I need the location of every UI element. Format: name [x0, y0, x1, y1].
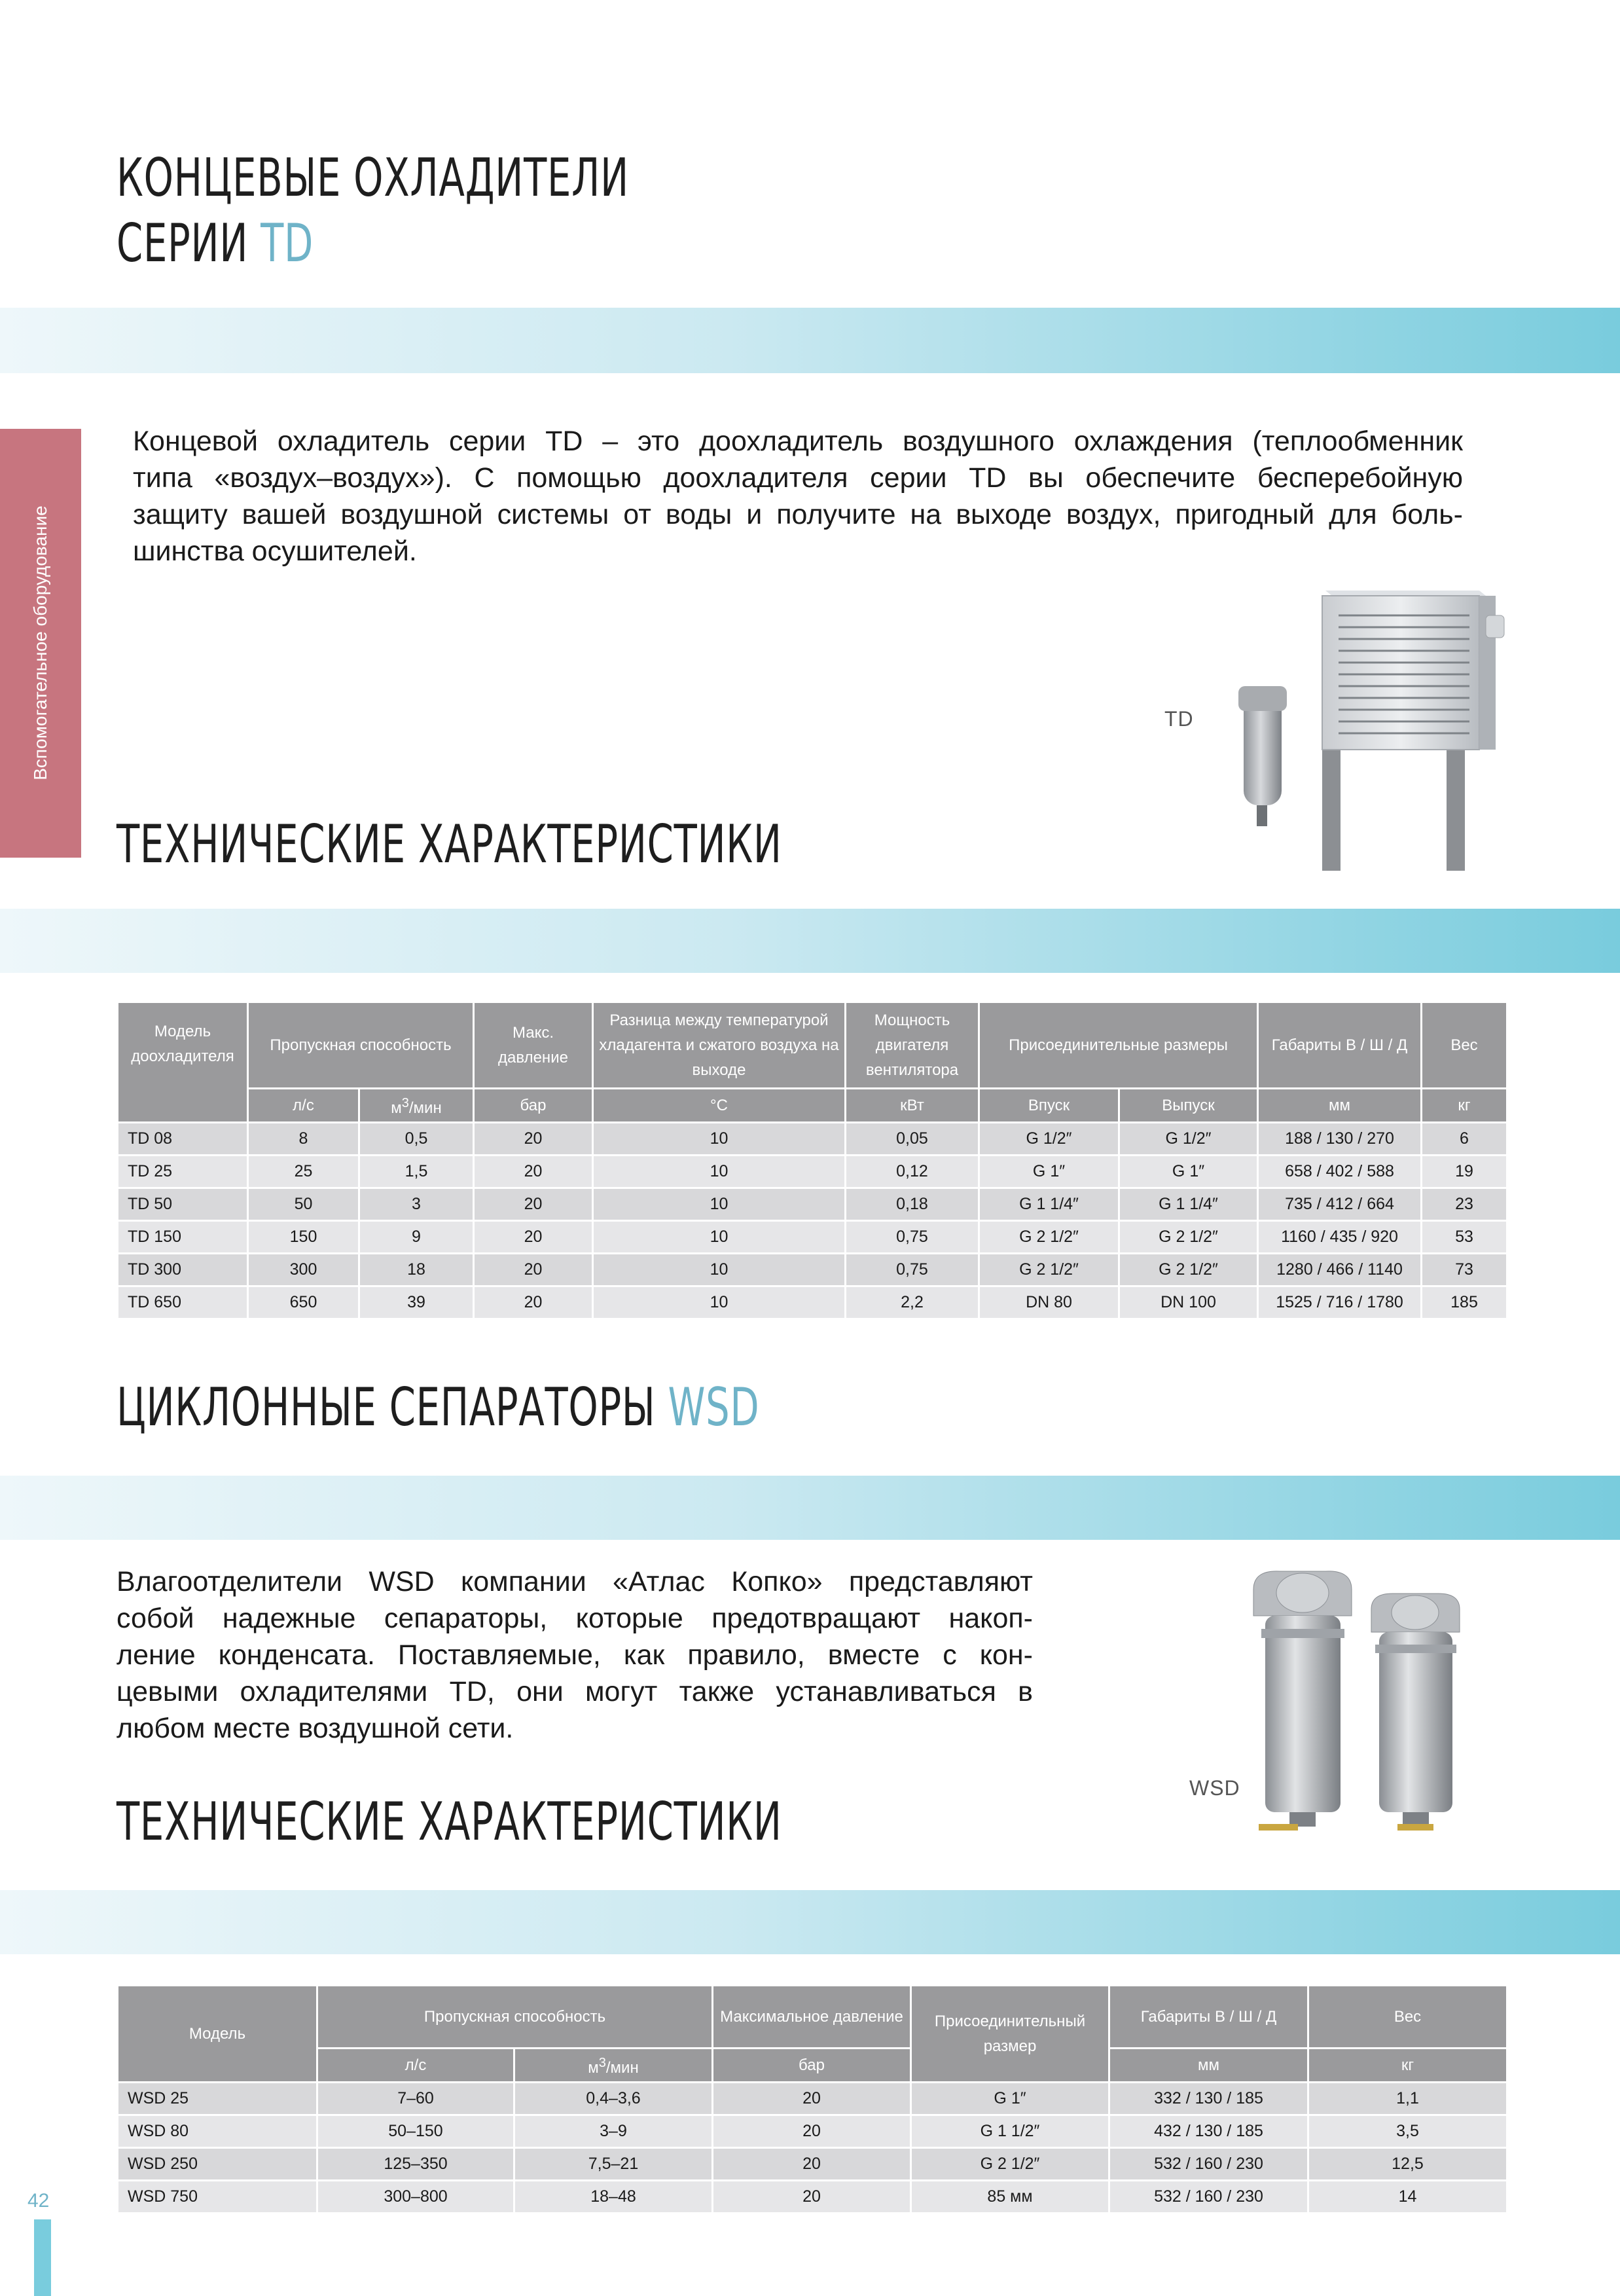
table-cell: 9 — [359, 1221, 474, 1254]
table-cell: 650 — [248, 1286, 359, 1319]
td-unit-kw: кВт — [846, 1089, 979, 1123]
wsd-image-caption: WSD — [1189, 1776, 1240, 1800]
table-cell: 14 — [1308, 2181, 1507, 2214]
table-cell: G 2 1/2″ — [911, 2148, 1109, 2181]
td-unit-inlet: Впуск — [979, 1089, 1119, 1123]
table-cell: 10 — [593, 1254, 846, 1286]
table-cell: 432 / 130 / 185 — [1109, 2115, 1308, 2148]
table-cell: DN 80 — [979, 1286, 1119, 1319]
wsd-spec-table — [117, 1984, 1508, 2214]
header-band — [0, 308, 1620, 373]
td-header-temp-diff: Разница между температурой хладагента и сжатого воздуха на выходе — [593, 1002, 846, 1089]
table-cell: G 1 1/4″ — [1119, 1188, 1258, 1221]
title-line-1: КОНЦЕВЫЕ ОХЛАДИТЕЛИ — [117, 147, 629, 208]
table-cell: 10 — [593, 1188, 846, 1221]
wsd-header-connection: Присоединительный размер — [911, 1986, 1109, 2083]
wsd-separators-image — [1240, 1563, 1483, 1858]
td-header-pressure: Макс. давление — [474, 1002, 593, 1089]
table-cell: 0,5 — [359, 1123, 474, 1156]
wsd-table-row — [118, 2181, 1507, 2214]
table-cell: 1,5 — [359, 1156, 474, 1188]
table-cell: 20 — [713, 2115, 911, 2148]
wsd-heading: ЦИКЛОННЫЕ СЕПАРАТОРЫ WSD — [117, 1377, 760, 1438]
td-header-model: Модель доохладителя — [118, 1002, 248, 1123]
table-cell: 20 — [474, 1123, 593, 1156]
table-cell: 0,75 — [846, 1254, 979, 1286]
td-intro-line: защиту вашей воздушной системы от воды и получите на выходе воздух, пригодный для боль- — [133, 499, 1463, 530]
table-cell: 532 / 160 / 230 — [1109, 2148, 1308, 2181]
table-cell: 8 — [248, 1123, 359, 1156]
table-cell: 658 / 402 / 588 — [1258, 1156, 1422, 1188]
table-cell: 1160 / 435 / 920 — [1258, 1221, 1422, 1254]
page-title — [117, 145, 629, 276]
table-cell: 532 / 160 / 230 — [1109, 2181, 1308, 2214]
wsd-header-pressure: Максимальное давление — [713, 1986, 911, 2049]
td-image-caption: TD — [1164, 707, 1194, 731]
table-cell: 300–800 — [317, 2181, 514, 2214]
td-unit-bar: бар — [474, 1089, 593, 1123]
table-cell-model: WSD 250 — [118, 2148, 317, 2181]
table-cell: 25 — [248, 1156, 359, 1188]
table-cell-model: WSD 750 — [118, 2181, 317, 2214]
td-intro-line: шинства осушителей. — [133, 536, 417, 567]
td-unit-m3: $м^3$/мин — [359, 1089, 474, 1123]
table-cell: 125–350 — [317, 2148, 514, 2181]
table-cell: 1,1 — [1308, 2083, 1507, 2115]
td-table-row — [118, 1123, 1507, 1156]
wsd-unit-m3: $м^3$/мин — [514, 2049, 713, 2083]
table-cell: 20 — [474, 1188, 593, 1221]
table-cell-model: TD 150 — [118, 1221, 248, 1254]
wsd-unit-ls: л/с — [317, 2049, 514, 2083]
table-cell: 20 — [474, 1221, 593, 1254]
table-cell: 53 — [1422, 1221, 1507, 1254]
td-spec-table — [117, 1001, 1508, 1320]
wsd-header-capacity: Пропускная способность — [317, 1986, 713, 2049]
td-header-connections: Присоединительные размеры — [979, 1002, 1258, 1089]
table-cell: 39 — [359, 1286, 474, 1319]
table-cell: 20 — [713, 2148, 911, 2181]
page-edge-marker — [34, 2219, 51, 2296]
table-cell: G 1/2″ — [979, 1123, 1119, 1156]
table-cell: G 1 1/4″ — [979, 1188, 1119, 1221]
side-tab-label: Вспомогательное оборудование — [30, 505, 50, 780]
td-intro-line: типа «воздух–воздух»). С помощью доохладителя серии TD вы обеспечите бесперебойную — [133, 462, 1463, 494]
wsd-header-model: Модель — [118, 1986, 317, 2083]
table-cell-model: TD 650 — [118, 1286, 248, 1319]
table-cell: 300 — [248, 1254, 359, 1286]
table-cell: 73 — [1422, 1254, 1507, 1286]
table-cell: G 1″ — [911, 2083, 1109, 2115]
table-cell: 20 — [474, 1254, 593, 1286]
table-cell: 6 — [1422, 1123, 1507, 1156]
td-aftercooler-image — [1231, 576, 1505, 877]
table-cell: DN 100 — [1119, 1286, 1258, 1319]
wsd-table-row — [118, 2083, 1507, 2115]
table-cell-model: TD 50 — [118, 1188, 248, 1221]
table-cell: 150 — [248, 1221, 359, 1254]
page-number: 42 — [27, 2190, 50, 2212]
tech-specs-heading-td: ТЕХНИЧЕСКИЕ ХАРАКТЕРИСТИКИ — [117, 814, 782, 875]
table-cell: 0,18 — [846, 1188, 979, 1221]
table-cell: 2,2 — [846, 1286, 979, 1319]
table-cell: 0,05 — [846, 1123, 979, 1156]
table-cell: G 2 1/2″ — [979, 1254, 1119, 1286]
wsd-header-dimensions: Габариты В / Ш / Д — [1109, 1986, 1308, 2049]
table-cell: 735 / 412 / 664 — [1258, 1188, 1422, 1221]
table-cell: 10 — [593, 1156, 846, 1188]
section-side-tab — [0, 429, 81, 858]
td-header-capacity: Пропускная способность — [248, 1002, 474, 1089]
table-cell-model: TD 25 — [118, 1156, 248, 1188]
table-cell: 50–150 — [317, 2115, 514, 2148]
wsd-band — [0, 1476, 1620, 1540]
wsd-intro-line: собой надежные сепараторы, которые предотвращают накоп- — [117, 1603, 1033, 1634]
td-intro-paragraph — [133, 423, 1463, 570]
td-table-row — [118, 1188, 1507, 1221]
table-cell: 0,4–3,6 — [514, 2083, 713, 2115]
table-cell: 12,5 — [1308, 2148, 1507, 2181]
table-cell: G 2 1/2″ — [1119, 1221, 1258, 1254]
table-cell: 23 — [1422, 1188, 1507, 1221]
tech-band-wsd — [0, 1890, 1620, 1954]
wsd-table-row — [118, 2115, 1507, 2148]
table-cell: 0,75 — [846, 1221, 979, 1254]
table-cell: 10 — [593, 1221, 846, 1254]
td-unit-temp: °С — [593, 1089, 846, 1123]
table-cell: 7,5–21 — [514, 2148, 713, 2181]
table-cell: 3–9 — [514, 2115, 713, 2148]
table-cell: 18–48 — [514, 2181, 713, 2214]
td-table-row — [118, 1156, 1507, 1188]
wsd-unit-bar: бар — [713, 2049, 911, 2083]
td-table-row — [118, 1286, 1507, 1319]
table-cell: 1280 / 466 / 1140 — [1258, 1254, 1422, 1286]
wsd-intro-line: любом месте воздушной сети. — [117, 1713, 514, 1744]
wsd-heading-accent: WSD — [668, 1377, 760, 1438]
table-cell-model: TD 08 — [118, 1123, 248, 1156]
table-cell: 18 — [359, 1254, 474, 1286]
td-table-row — [118, 1221, 1507, 1254]
td-unit-kg: кг — [1422, 1089, 1507, 1123]
td-header-power: Мощность двигателя вентилятора — [846, 1002, 979, 1089]
table-cell: 20 — [713, 2181, 911, 2214]
table-cell: 332 / 130 / 185 — [1109, 2083, 1308, 2115]
td-intro-line: Концевой охладитель серии TD – это доохладитель воздушного охлаждения (теплообменник — [133, 426, 1463, 457]
table-cell: G 2 1/2″ — [979, 1221, 1119, 1254]
td-header-weight: Вес — [1422, 1002, 1507, 1089]
table-cell: 185 — [1422, 1286, 1507, 1319]
table-cell: 7–60 — [317, 2083, 514, 2115]
table-cell: 85 мм — [911, 2181, 1109, 2214]
table-cell: 50 — [248, 1188, 359, 1221]
table-cell: G 1″ — [1119, 1156, 1258, 1188]
wsd-table-row — [118, 2148, 1507, 2181]
table-cell: 3 — [359, 1188, 474, 1221]
table-cell: G 1″ — [979, 1156, 1119, 1188]
td-table-row — [118, 1254, 1507, 1286]
wsd-unit-mm: мм — [1109, 2049, 1308, 2083]
table-cell: G 1/2″ — [1119, 1123, 1258, 1156]
table-cell: 19 — [1422, 1156, 1507, 1188]
td-unit-ls: л/с — [248, 1089, 359, 1123]
table-cell: 1525 / 716 / 1780 — [1258, 1286, 1422, 1319]
table-cell: G 2 1/2″ — [1119, 1254, 1258, 1286]
tech-specs-heading-wsd: ТЕХНИЧЕСКИЕ ХАРАКТЕРИСТИКИ — [117, 1791, 782, 1852]
table-cell: 20 — [474, 1286, 593, 1319]
table-cell: 20 — [713, 2083, 911, 2115]
td-unit-mm: мм — [1258, 1089, 1422, 1123]
title-line-2: СЕРИИ TD — [117, 213, 314, 274]
table-cell: 10 — [593, 1286, 846, 1319]
wsd-header-weight: Вес — [1308, 1986, 1507, 2049]
title-accent: TD — [261, 213, 314, 274]
table-cell: 0,12 — [846, 1156, 979, 1188]
table-cell: 20 — [474, 1156, 593, 1188]
td-unit-outlet: Выпуск — [1119, 1089, 1258, 1123]
table-cell: 3,5 — [1308, 2115, 1507, 2148]
table-cell-model: TD 300 — [118, 1254, 248, 1286]
tech-band-td — [0, 909, 1620, 973]
wsd-intro-paragraph — [117, 1563, 1033, 1747]
wsd-unit-kg: кг — [1308, 2049, 1507, 2083]
table-cell: 10 — [593, 1123, 846, 1156]
wsd-intro-line: цевыми охладителями TD, они могут также устанавливаться в — [117, 1676, 1033, 1707]
td-header-dimensions: Габариты В / Ш / Д — [1258, 1002, 1422, 1089]
table-cell-model: WSD 80 — [118, 2115, 317, 2148]
table-cell: G 1 1/2″ — [911, 2115, 1109, 2148]
wsd-intro-line: ление конденсата. Поставляемые, как правило, вместе с кон- — [117, 1639, 1033, 1671]
wsd-intro-line: Влагоотделители WSD компании «Атлас Копко» представляют — [117, 1566, 1033, 1597]
table-cell: 188 / 130 / 270 — [1258, 1123, 1422, 1156]
table-cell-model: WSD 25 — [118, 2083, 317, 2115]
